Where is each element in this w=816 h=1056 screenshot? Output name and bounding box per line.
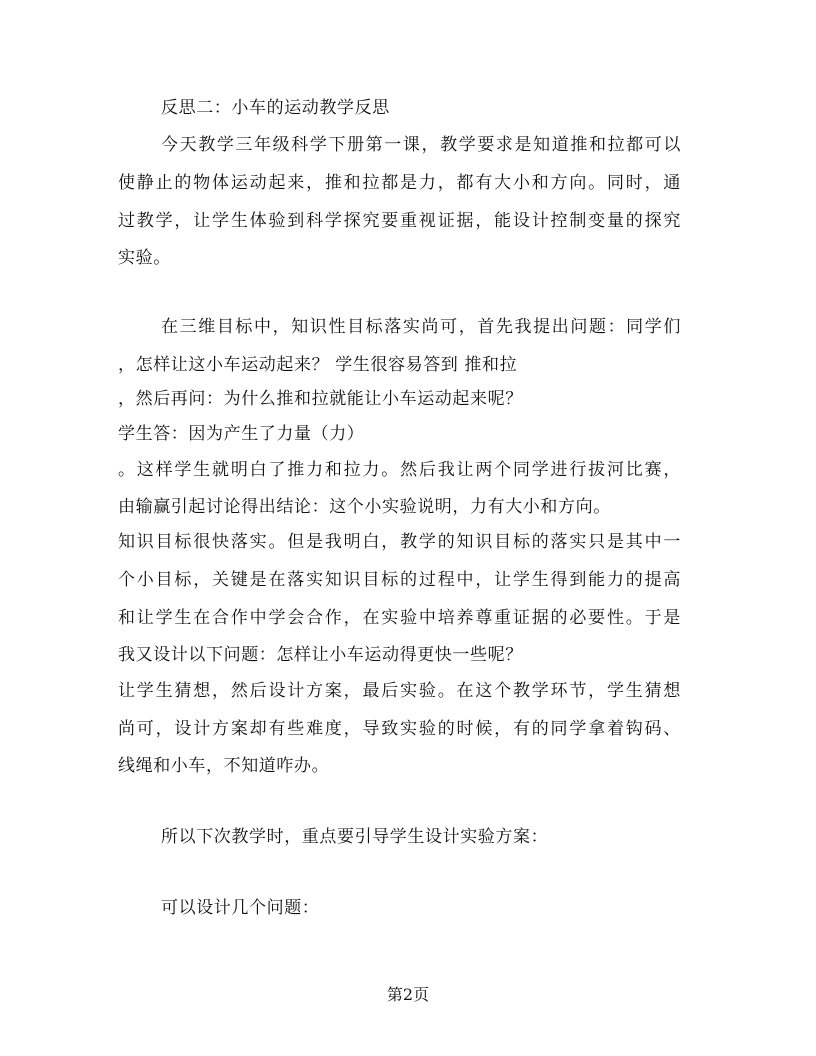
paragraph-line: 可以设计几个问题： xyxy=(161,898,320,918)
paragraph-line: 过教学，让学生体验到科学探究要重视证据，能设计控制变量的探究 xyxy=(118,211,681,231)
paragraph-line: 和让学生在合作中学会合作，在实验中培养尊重证据的必要性。于是 xyxy=(118,608,681,628)
paragraph-line: 学生答：因为产生了力量（力） xyxy=(118,424,365,444)
paragraph-line: 实验。 xyxy=(118,248,171,268)
section-heading: 反思二：小车的运动教学反思 xyxy=(161,98,390,118)
paragraph-line: 线绳和小车，不知道咋办。 xyxy=(118,756,330,776)
paragraph-line: 尚可，设计方案却有些难度，导致实验的时候，有的同学拿着钩码、 xyxy=(118,719,681,739)
page-number: 第2页 xyxy=(386,985,430,1004)
paragraph-line: ，然后再问：为什么推和拉就能让小车运动起来呢？ xyxy=(118,389,523,409)
paragraph-line: 。这样学生就明白了推力和拉力。然后我让两个同学进行拔河比赛， xyxy=(118,460,681,480)
paragraph-line: 个小目标，关键是在落实知识目标的过程中，让学生得到能力的提高 xyxy=(118,570,681,590)
paragraph-line: 使静止的物体运动起来，推和拉都是力，都有大小和方向。同时，通 xyxy=(118,173,681,193)
paragraph-line: 在三维目标中，知识性目标落实尚可，首先我提出问题：同学们 xyxy=(161,317,681,337)
paragraph-line: 由输赢引起讨论得出结论：这个小实验说明，力有大小和方向。 xyxy=(118,497,611,517)
paragraph-line: ，怎样让这小车运动起来？ 学生很容易答到 推和拉 xyxy=(118,355,518,375)
paragraph-line: 让学生猜想，然后设计方案，最后实验。在这个教学环节，学生猜想 xyxy=(118,681,681,701)
paragraph-line: 知识目标很快落实。但是我明白，教学的知识目标的落实只是其中一 xyxy=(118,532,681,552)
paragraph-line: 今天教学三年级科学下册第一课，教学要求是知道推和拉都可以 xyxy=(161,135,681,155)
paragraph-line: 所以下次教学时，重点要引导学生设计实验方案： xyxy=(161,827,549,847)
paragraph-line: 我又设计以下问题：怎样让小车运动得更快一些呢？ xyxy=(118,645,523,665)
